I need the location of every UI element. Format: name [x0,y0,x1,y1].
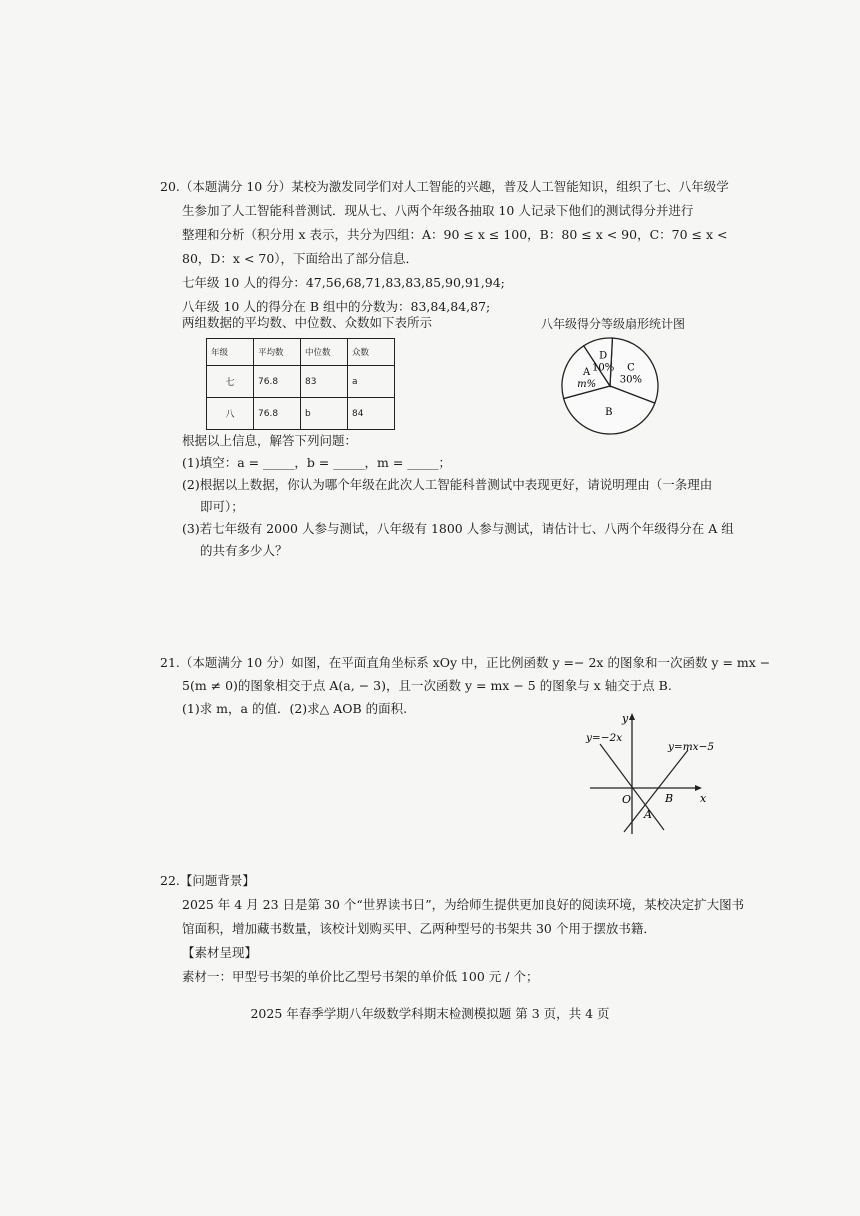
q21-line-1: 21.（本题满分 10 分）如图，在平面直角坐标系 xOy 中，正比例函数 y =− 2x 的图象和一次函数 y = mx − [160,655,771,670]
table-header: 年级 [207,339,254,366]
pie-chart-title: 八年级得分等级扇形统计图 [541,317,686,331]
table-cell: 76.8 [254,398,301,430]
origin-label: O [622,793,632,806]
table-cell: 84 [348,398,395,430]
q21-line-2: 5(m ≠ 0)的图象相交于点 A(a, − 3)，且一次函数 y = mx − 5 的图象与 x 轴交于点 B. [182,678,672,693]
q20-line-11: 即可）； [200,499,244,514]
q20-line-2: 生参加了人工智能科普测试．现从七、八两个年级各抽取 10 人记录下他们的测试得分并进行 [182,203,694,218]
q20-line-13: 的共有多少人？ [200,543,288,558]
line1-label: y=−2x [586,732,623,744]
table-cell: 83 [301,366,348,398]
pie-label-c: C [627,362,635,374]
table-cell: a [348,366,395,398]
q21-line-3: (1)求 m，a 的值．(2)求△ AOB 的面积. [182,701,408,716]
table-cell: b [301,398,348,430]
table-cell: 七 [207,366,254,398]
pie-label-b: B [605,406,613,418]
q20-line-5: 七年级 10 人的得分：47,56,68,71,83,83,85,90,91,94; [182,275,505,290]
q22-line-2: 2025 年 4 月 23 日是第 30 个“世界读书日”，为给师生提供更加良好的阅读环境，某校决定扩大图书 [182,897,745,912]
point-a-label: A [644,808,652,821]
q20-line-12: (3)若七年级有 2000 人参与测试，八年级有 1800 人参与测试，请估计七、八两个年级得分在 A 组 [182,521,734,536]
q20-line-10: (2)根据以上数据，你认为哪个年级在此次人工智能科普测试中表现更好，请说明理由（一条理由 [182,477,713,492]
pie-value-c: 30% [619,374,643,386]
x-axis-arrow [695,785,702,791]
q22-line-3: 馆面积，增加藏书数量，该校计划购买甲、乙两种型号的书架共 30 个用于摆放书籍． [182,921,656,936]
line2-label: y=mx−5 [668,741,715,753]
q20-line-4: 80，D：x < 70），下面给出了部分信息． [182,251,419,266]
stats-table [206,338,395,430]
table-row [207,366,395,398]
table-cell: 76.8 [254,366,301,398]
table-row [207,398,395,430]
pie-value-d: 10% [591,362,615,374]
q22-line-1: 22.【问题背景】 [160,873,255,888]
table-header: 众数 [348,339,395,366]
table-cell: 八 [207,398,254,430]
q20-line-6: 八年级 10 人的得分在 B 组中的分数为：83,84,84,87; [182,299,491,314]
q20-line-1: 20.（本题满分 10 分）某校为激发同学们对人工智能的兴趣，普及人工智能知识，组织了七、八年级学 [160,179,729,194]
page-footer: 2025 年春季学期八年级数学科期末检测模拟题 第 3 页，共 4 页 [250,1006,610,1021]
q22-line-4: 【素材呈现】 [182,945,258,960]
table-header-row [207,339,395,366]
x-axis-label: x [700,792,707,805]
pie-label-a: A [583,367,591,379]
table-header: 中位数 [301,339,348,366]
q22-line-5: 素材一：甲型号书架的单价比乙型号书架的单价低 100 元 / 个； [182,969,539,984]
q20-line-3: 整理和分析（积分用 x 表示，共分为四组：A：90 ≤ x ≤ 100，B：80 ≤ x < 90，C：70 ≤ x < [182,227,728,242]
y-axis-arrow [629,713,635,720]
coordinate-graph [584,708,714,838]
pie-value-a: m% [577,379,597,391]
pie-chart [560,338,670,438]
q20-line-8: 根据以上信息，解答下列问题： [182,433,358,448]
point-b-label: B [665,792,674,805]
table-header: 平均数 [254,339,301,366]
pie-label-d: D [599,350,608,362]
q20-line-9: (1)填空：a = _____，b = _____，m = _____； [182,455,452,470]
y-axis-label: y [622,712,629,725]
q20-line-7: 两组数据的平均数、中位数、众数如下表所示 [182,315,433,330]
